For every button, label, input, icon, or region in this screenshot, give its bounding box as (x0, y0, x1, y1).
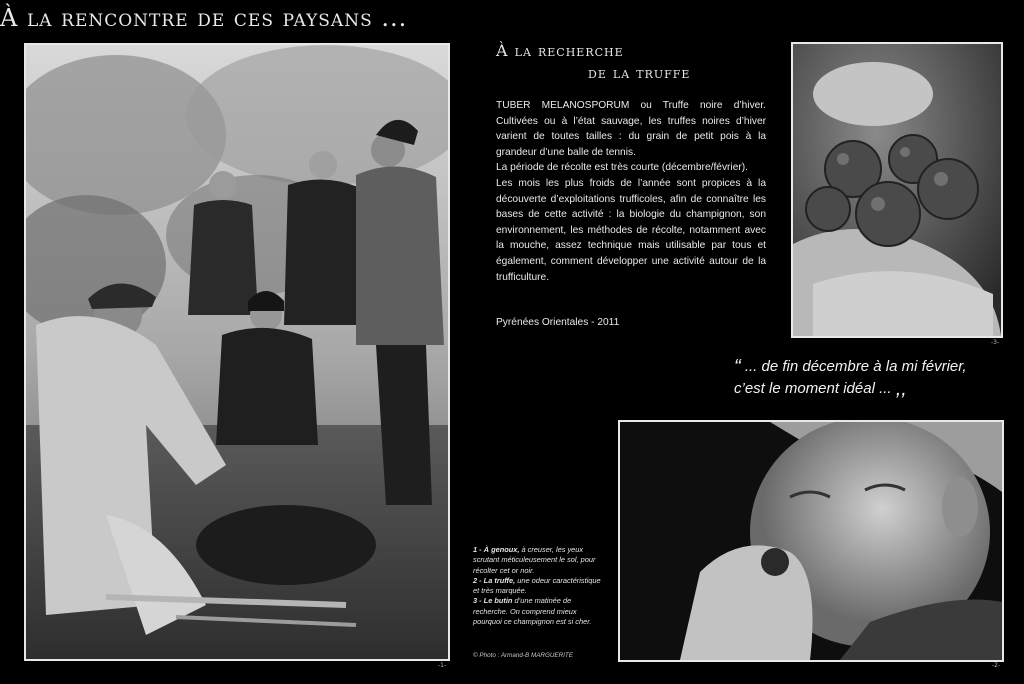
caption-item (473, 596, 605, 627)
caption-item (473, 576, 605, 597)
article-title-line1: À la recherche (496, 41, 624, 60)
photo-smelling-truffle (618, 420, 1004, 662)
article-paragraph: TUBER MELANOSPORUM ou Truffe noire d’hiver. Cultivées ou à l’état sauvage, les truffes noires d’hiver varient de toutes tailles : du grain de petit pois à la grandeur d’une balle de tennis. (496, 100, 766, 158)
photo-number-2: -2- (992, 662, 1001, 669)
article-body (496, 98, 766, 285)
photo-truffles-in-hand (791, 42, 1003, 338)
page-title: À la rencontre de ces paysans ... (0, 4, 408, 32)
caption-label: 2 - La truffe, (473, 575, 516, 585)
photo-truffle-hunters (24, 43, 450, 661)
caption-text: à creuser, les yeux scrutant méticuleusement le sol, pour récolter cet or noir. (473, 545, 596, 575)
quote-line2: c’est le moment idéal ... (734, 380, 896, 397)
article-title-line2: de la truffe (588, 63, 691, 82)
caption-text: d’une matinée de recherche. On comprend mieux pourquoi ce champignon est si cher. (473, 596, 592, 627)
photo-number-3: -3- (991, 339, 1000, 346)
article-title (496, 40, 690, 84)
photo-number-1: -1- (438, 662, 447, 669)
quote-line1: ... de fin décembre à la mi février, (740, 358, 967, 375)
caption-label: 3 - Le butin (473, 596, 513, 606)
quote-open-mark: “ (734, 356, 741, 378)
quote-close-mark: ,, (895, 378, 907, 400)
caption-text: une odeur caractéristique et très marquée. (473, 575, 601, 596)
pull-quote (734, 356, 1019, 400)
photo-credit: © Photo : Armand-B MARGUERITE (473, 652, 573, 659)
article-paragraph: La période de récolte est très courte (décembre/février). (496, 162, 748, 174)
caption-item (473, 545, 605, 576)
article-paragraph: Les mois les plus froids de l’année sont propices à la découverte d’exploitations trufficoles, afin de connaître les bases de cette activité : la biologie du champignon, son environnement, les méthodes de récolte, notamment avec la mouche, assez technique mais utilisable par tous et également, comment développer une activité autour de la trufficulture. (496, 177, 766, 283)
photo-captions (473, 545, 605, 627)
article-location: Pyrénées Orientales - 2011 (496, 317, 620, 328)
caption-label: 1 - À genoux, (473, 545, 520, 554)
